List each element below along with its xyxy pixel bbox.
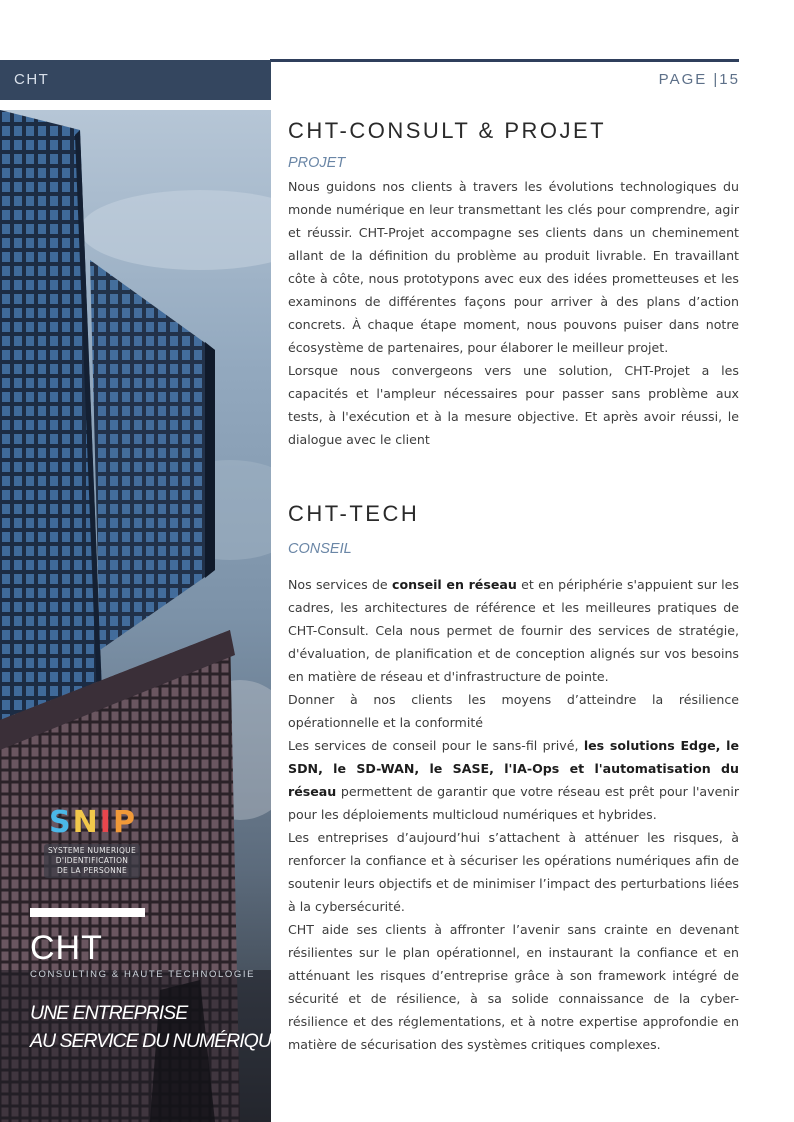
- paragraph: Lorsque nous convergeons vers une solution, CHT-Projet a les capacités et l'ampleur nécessaires pour passer sans problème aux tests, à l'exécution et à la mesure objective. Et après avoir réussi, le dialogue avec le client: [288, 363, 739, 447]
- tagline: [30, 999, 283, 1055]
- bold-text: conseil en réseau: [391, 577, 517, 592]
- page-number: PAGE |15: [658, 71, 740, 88]
- snip-line: SYSTEME NUMERIQUE: [48, 846, 136, 855]
- snip-wordmark: [38, 805, 148, 840]
- snip-letter-s: S: [49, 805, 73, 840]
- snip-line: D'IDENTIFICATION: [55, 856, 129, 865]
- snip-letter-p: P: [112, 805, 137, 840]
- header-label: CHT: [14, 71, 50, 88]
- paragraph: [288, 573, 739, 688]
- paragraph: [288, 734, 739, 826]
- tagline-line-1: UNE ENTREPRISE: [30, 1002, 188, 1024]
- brand-name: CHT: [30, 929, 103, 967]
- paragraph: Donner à nos clients les moyens d’atteindre la résilience opérationnelle et la conformité: [288, 692, 739, 730]
- section-consult-projet: [288, 118, 739, 451]
- top-rule: [270, 59, 739, 62]
- text-run: Les services de conseil pour le sans-fil privé,: [288, 738, 584, 753]
- section-cht-tech: [288, 501, 739, 1056]
- section-subtitle: CONSEIL: [288, 541, 352, 557]
- bold-text: les solutions Edge, le SDN, le SD-WAN, le SASE, l'IA-Ops et l'automatisation du réseau: [288, 738, 739, 799]
- snip-letter-i: I: [99, 805, 113, 840]
- snip-logo: [38, 805, 148, 878]
- accent-bar: [30, 908, 145, 917]
- brand-subtitle: CONSULTING & HAUTE TECHNOLOGIE: [30, 969, 256, 980]
- section-title: CHT-TECH: [288, 501, 420, 526]
- section-title: CHT-CONSULT & PROJET: [288, 118, 607, 143]
- paragraph: Nous guidons nos clients à travers les évolutions technologiques du monde numérique en leur transmettant les clés pour comprendre, agir et réussir. CHT-Projet accompagne ses clients dans un cheminement allant de la définition du problème au produit livrable. En travaillant côte à côte, nous prototypons avec eux des idées prometteuses et les examinons de différentes façons pour arriver à des plans d’action concrets. À chaque étape moment, nous pouvons puiser dans notre écosystème de partenaires, pour élaborer le meilleur projet.: [288, 179, 739, 355]
- snip-line: DE LA PERSONNE: [56, 866, 128, 875]
- text-run: et en périphérie s'appuient sur les cadres, les architectures de référence et les meilleures pratiques de CHT-Consult. Cela nous permet de fournir des services de stratégie, d'évaluation, de planification et de conception alignés sur vos besoins en matière de réseau et d'infrastructure de pointe.: [288, 577, 739, 684]
- snip-letter-n: N: [72, 805, 100, 840]
- text-run: permettent de garantir que votre réseau est prêt pour l'avenir pour les déploiements multicloud numériques et hybrides.: [288, 784, 739, 822]
- tagline-line-2: AU SERVICE DU NUMÉRIQUE: [30, 1030, 283, 1052]
- section-subtitle: PROJET: [288, 155, 346, 171]
- snip-caption: [44, 844, 140, 878]
- paragraph: CHT aide ses clients à affronter l’avenir sans crainte en devenant résilientes sur le plan opérationnel, en instaurant la confiance et en atténuant les risques d’entreprise grâce à son framework intégré de sécurité et de résilience, à sa solide connaissance de la cyber-résilience et des réglementations, et à notre expertise approfondie en matière de sécurisation des systèmes critiques complexes.: [288, 922, 739, 1052]
- text-run: Nos services de: [288, 577, 392, 592]
- header-band: [0, 60, 271, 100]
- paragraph: Les entreprises d’aujourd’hui s’attachent à atténuer les risques, à renforcer la confiance et à sécuriser les opérations numériques afin de soutenir leurs objectifs et de minimiser l’impact des perturbations liées à la cybersécurité.: [288, 830, 739, 914]
